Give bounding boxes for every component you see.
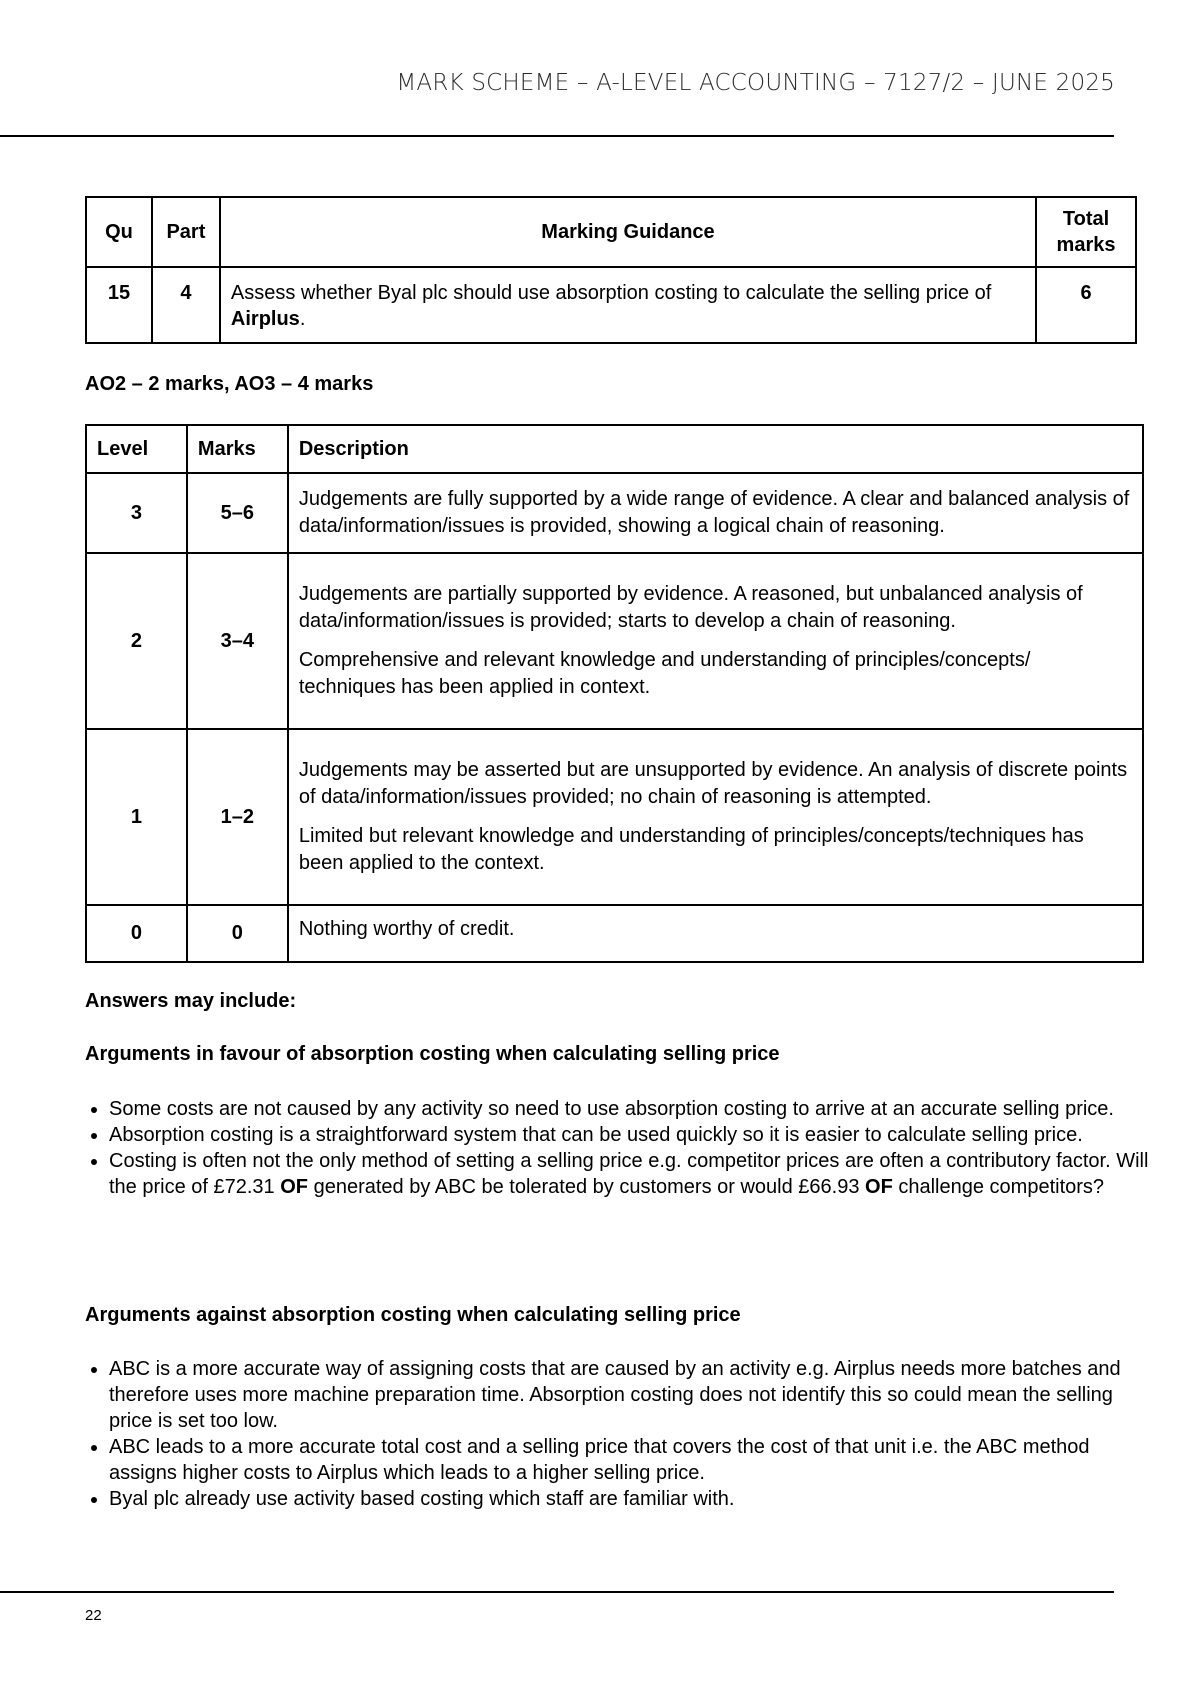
level-row (86, 729, 1143, 905)
list-item: • Some costs are not caused by any activity so need to use absorption costing to arrive at an accurate selling price. (109, 1096, 1149, 1122)
header-marks: Marks (187, 425, 288, 473)
level-description: Nothing worthy of credit. (288, 905, 1143, 962)
level-number: 0 (86, 905, 187, 962)
level-number: 1 (86, 729, 187, 905)
header-part: Part (152, 197, 220, 267)
page-header-title: MARK SCHEME – A-LEVEL ACCOUNTING – 7127/2 – JUNE 2025 (396, 70, 1115, 96)
question-table (85, 196, 1137, 344)
footer-divider (0, 1591, 1114, 1593)
levels-table-header-row (86, 425, 1143, 473)
question-text: Assess whether Byal plc should use absorption costing to calculate the selling price of Airplus. (220, 267, 1036, 343)
level-number: 3 (86, 473, 187, 553)
level-marks: 0 (187, 905, 288, 962)
against-heading: Arguments against absorption costing when calculating selling price (85, 1304, 741, 1326)
against-list (85, 1356, 1149, 1512)
list-item: • ABC leads to a more accurate total cost and a selling price that covers the cost of that unit i.e. the ABC method assigns higher costs to Airplus which leads to a higher selling price. (109, 1434, 1149, 1486)
level-row (86, 553, 1143, 729)
list-item: • ABC is a more accurate way of assigning costs that are caused by an activity e.g. Airplus needs more batches and therefore uses more machine preparation time. Absorption costing does not identify this so could mean the selling price is set too low. (109, 1356, 1149, 1434)
header-level: Level (86, 425, 187, 473)
answers-heading: Answers may include: (85, 990, 297, 1012)
list-item: • Costing is often not the only method of setting a selling price e.g. competitor prices are often a contributory factor. Will the price of £72.31 OF generated by ABC be tolerated by customers or would £66.93 OF challenge competitors? (109, 1148, 1149, 1200)
header-divider (0, 135, 1114, 137)
favour-heading: Arguments in favour of absorption costing when calculating selling price (85, 1043, 780, 1065)
level-description: Judgements are fully supported by a wide range of evidence. A clear and balanced analysis of data/information/issues is provided, showing a logical chain of reasoning. (288, 473, 1143, 553)
question-total-marks: 6 (1036, 267, 1136, 343)
level-number: 2 (86, 553, 187, 729)
levels-table (85, 424, 1144, 963)
page-number: 22 (85, 1607, 102, 1624)
header-total-marks: Total marks (1036, 197, 1136, 267)
header-description: Description (288, 425, 1143, 473)
level-marks: 5–6 (187, 473, 288, 553)
assessment-objectives: AO2 – 2 marks, AO3 – 4 marks (85, 373, 374, 395)
level-description: Judgements may be asserted but are unsupported by evidence. An analysis of discrete points of data/information/issues provided; no chain of reasoning is attempted. Limited but relevant knowledge and understanding of principles/concepts/techniques has been applied to the context. (288, 729, 1143, 905)
level-marks: 3–4 (187, 553, 288, 729)
favour-list (85, 1096, 1149, 1200)
header-qu: Qu (86, 197, 152, 267)
list-item: • Absorption costing is a straightforward system that can be used quickly so it is easier to calculate selling price. (109, 1122, 1149, 1148)
header-marking-guidance: Marking Guidance (220, 197, 1036, 267)
question-number: 15 (86, 267, 152, 343)
level-description: Judgements are partially supported by evidence. A reasoned, but unbalanced analysis of data/information/issues is provided; starts to develop a chain of reasoning. Comprehensive and relevant knowledge and understanding of principles/concepts/ techniques has been applied in context. (288, 553, 1143, 729)
question-part: 4 (152, 267, 220, 343)
level-row (86, 473, 1143, 553)
list-item: • Byal plc already use activity based costing which staff are familiar with. (109, 1486, 1149, 1512)
level-marks: 1–2 (187, 729, 288, 905)
question-table-header-row (86, 197, 1136, 267)
level-row (86, 905, 1143, 962)
question-row (86, 267, 1136, 343)
